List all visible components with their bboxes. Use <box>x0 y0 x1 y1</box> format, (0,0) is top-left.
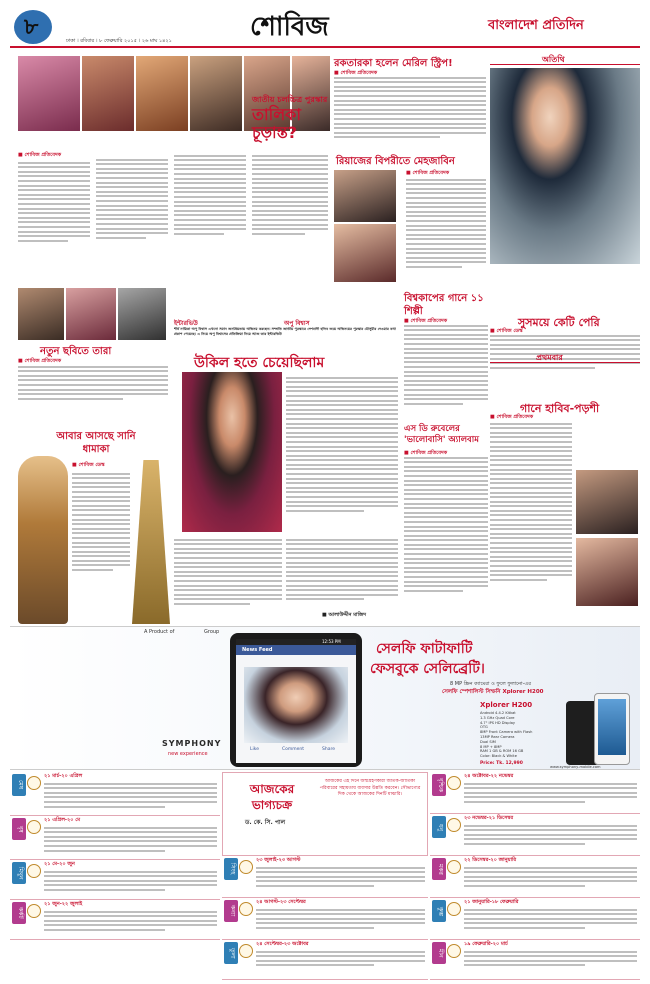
meryl-headline: রকতারকা হলেন মেরিল স্ট্রিপ! <box>334 58 453 69</box>
sign-dates: ২১ এপ্রিল-২০ মে <box>44 817 81 823</box>
awards-kicker: জাতীয় চলচ্চিত্র পুরস্কার <box>252 95 328 104</box>
guest-headline: সুসময়ে কেটি পেরি <box>518 316 600 329</box>
sign-dates: ২১ জানুয়ারি-১৮ ফেব্রুয়ারি <box>464 899 519 905</box>
photo-katy-perry <box>490 68 640 264</box>
ad-spec-item: 13MP Rear Camera <box>480 734 515 739</box>
awards-body <box>18 152 330 302</box>
first-time-headline: গানে হাবিব-পড়শী <box>520 402 600 415</box>
ad-spec-item: 8MP Front Camera with Flash <box>480 730 533 735</box>
libra-icon <box>239 944 253 958</box>
horoscope-section <box>10 772 640 980</box>
photo-riaz <box>334 170 396 222</box>
riaz-body <box>334 170 486 282</box>
interview-section <box>174 318 400 622</box>
horoscope-cancer <box>10 900 220 940</box>
ad-website[interactable]: www.symphony-mobile.com <box>550 765 601 769</box>
ad-spec-item: 8 MP + 8MP <box>480 744 502 749</box>
first-time-tag: প্রথমবার <box>536 353 563 362</box>
sign-dates: ২৩ নভেম্বর-২১ ডিসেম্বর <box>464 815 514 821</box>
sign-dates: ২৩ জুলাই-২৩ আগস্ট <box>256 857 301 863</box>
first-time-section <box>490 352 640 624</box>
valentine-text <box>404 454 488 622</box>
sign-label: মীন <box>432 942 446 964</box>
sign-dates: ২৪ সেপ্টেম্বর-২৩ অক্টোবর <box>256 941 309 947</box>
horoscope-sagittarius <box>430 814 640 856</box>
issue-date: ঢাকা । রবিবার । ৮ ফেব্রুয়ারি ২০১৫ । ২৬ মাঘ ১৪২১ <box>66 38 172 44</box>
cancer-icon <box>27 904 41 918</box>
section-title: শোবিজ <box>250 12 329 42</box>
masthead <box>0 0 650 52</box>
horoscope-libra <box>222 940 428 980</box>
guest-byline: ■ শোবিজ ডেস্ক <box>490 328 523 334</box>
sunny-text <box>72 470 130 620</box>
horoscope-author: ড. কে. সি. পাল <box>245 819 286 826</box>
guest-rule <box>490 64 640 65</box>
sagittarius-icon <box>447 818 461 832</box>
sign-label: বৃশ্চিক <box>432 774 446 796</box>
interview-credit: ■ আলাউদ্দীন মাজিদ <box>322 612 366 618</box>
page-number: ৮ <box>24 15 39 40</box>
ad-spec-item: Dual SIM <box>480 739 496 744</box>
ad-spec-item: RAM 1 GB & ROM 16 GB <box>480 749 524 754</box>
photo-apu-biswas <box>182 372 282 532</box>
horoscope-pisces <box>430 940 640 980</box>
sign-label: ধনু <box>432 816 446 838</box>
sign-label: মকর <box>432 858 446 880</box>
photo-actor-new <box>118 288 166 340</box>
sign-text <box>256 906 425 937</box>
ad-brand-tag: new experience <box>168 751 208 757</box>
photo-actress-1 <box>18 56 80 131</box>
ad-headline-1: সেলফি ফাটাফাটি <box>376 641 473 657</box>
sign-label: সিংহ <box>224 858 238 880</box>
horoscope-gemini <box>10 860 220 900</box>
horoscope-aries <box>10 772 220 816</box>
capricorn-icon <box>447 860 461 874</box>
virgo-icon <box>239 902 253 916</box>
sign-dates: ২৪ অক্টোবর-২২ নভেম্বর <box>464 773 514 779</box>
sign-text <box>44 824 217 857</box>
photo-mehjabin <box>334 224 396 282</box>
riaz-headline: রিয়াজের বিপরীতে মেহজাবিন <box>336 156 455 167</box>
ad-share-button[interactable]: Share <box>322 747 335 752</box>
meryl-body <box>334 70 486 148</box>
sign-text <box>464 780 637 811</box>
ad-like-button[interactable]: Like <box>250 747 259 752</box>
world-cup-text <box>404 322 488 418</box>
photo-habib <box>576 470 638 534</box>
photo-sunny-gown <box>132 460 170 624</box>
valentine-body <box>404 450 488 622</box>
horoscope-taurus <box>10 816 220 860</box>
interview-intro: শীর্ষ নায়িকা অপু বিশ্বাস এখনো সমান জনপ্রিয়তায় অভিনয় করছেন। সম্প্রতি জাতীয় পুরস্কারে দেশবাসী হলিব জয়ে অভিনয়ের পুরস্কার মৌসুমীর দেওয়ার কথা প্রকাশ পেয়েছে। এ নিয়ে অপু বিশ্বাসের প্রতিক্রিয়া নিয়ে আজ তার ইন্টারভিউ <box>174 327 396 337</box>
sign-text <box>464 948 637 977</box>
ad-spec-list <box>480 711 550 763</box>
ad-sub-2: সেলফি স্পেশালিস্ট সিম্ফনি Xplorer H200 <box>442 689 544 695</box>
ad-sub-1: 8 MP স্ক্রিন ক্যামেরা ও ফুলে ফুলানো-এর <box>450 681 531 687</box>
horoscope-leo <box>222 856 428 898</box>
interview-subtag: অপু বিশ্বাস <box>284 320 310 327</box>
sign-text <box>44 780 217 813</box>
sign-label: কর্কট <box>12 902 26 924</box>
sign-label: কুম্ভ <box>432 900 446 922</box>
sign-dates: ২১ মে-২০ জুন <box>44 861 75 867</box>
sunny-headline: আবার আসছে সানি ধামাকা <box>56 431 136 455</box>
meryl-text <box>334 74 486 146</box>
sign-text <box>44 868 217 897</box>
pisces-icon <box>447 944 461 958</box>
photo-porshi <box>576 538 638 606</box>
sign-label: মিথুন <box>12 862 26 884</box>
aries-icon <box>27 776 41 790</box>
ad-spec-item: 1.3 GHz Quad Core <box>480 715 515 720</box>
sign-text <box>464 864 637 895</box>
awards-text-col-1 <box>18 159 90 299</box>
masthead-rule <box>10 46 640 48</box>
awards-text-col-3 <box>174 152 246 292</box>
ad-group: Group <box>204 629 220 635</box>
interview-text-col-3 <box>286 536 398 610</box>
new-films-body <box>18 358 168 424</box>
ad-status-time: 12:53 PM <box>322 639 341 644</box>
sign-dates: ১৯ ফেব্রুয়ারি-২০ মার্চ <box>464 941 508 947</box>
new-films-photos <box>18 288 168 340</box>
new-films-headline: নতুন ছবিতে তারা <box>40 346 112 357</box>
sign-text <box>256 948 425 977</box>
ad-spec-item: Android 4.4.2 Kitkat <box>480 711 516 715</box>
photo-director <box>18 288 64 340</box>
awards-byline: ■ শোবিজ প্রতিবেদক <box>18 152 62 158</box>
horoscope-intro: আজকের এই দিনে জন্মগ্রহণকারী জাতক-জাতিকা পরিবারের সহায়তায় ব্যবসার উন্নতি করবেন। সৌভাগ্যের দিক থেকে আজকের দিনটি মাঝারি। <box>319 779 421 798</box>
symphony-ad[interactable] <box>10 626 640 770</box>
sunny-story <box>18 428 170 624</box>
riaz-text <box>406 176 486 280</box>
sign-text <box>464 822 637 853</box>
new-films-byline: ■ শোবিজ প্রতিবেদক <box>18 358 62 364</box>
new-films-text <box>18 363 168 423</box>
meryl-byline: ■ শোবিজ প্রতিবেদক <box>334 70 378 76</box>
ad-news-feed-label: News Feed <box>242 647 273 653</box>
sign-dates: ২২ ডিসেম্বর-২০ জানুয়ারি <box>464 857 517 863</box>
ad-selfie-photo <box>244 667 348 743</box>
scorpio-icon <box>447 776 461 790</box>
sunny-byline: ■ শোবিজ ডেস্ক <box>72 462 105 468</box>
photo-actress-2 <box>82 56 134 131</box>
horoscope-scorpio <box>430 772 640 814</box>
guest-section <box>490 52 640 352</box>
ad-price: Price: Tk. 12,990 <box>480 761 523 766</box>
world-cup-headline: বিশ্বকাপের গানে ১১ শিল্পী <box>404 293 484 317</box>
sign-label: কন্যা <box>224 900 238 922</box>
awards-headline: তালিকা চূড়ান্ত? <box>252 105 301 142</box>
photo-sunny-leone <box>18 456 68 624</box>
sign-text <box>256 864 425 895</box>
first-time-byline: ■ শোবিজ প্রতিবেদক <box>490 414 534 420</box>
world-cup-body <box>404 318 488 418</box>
ad-model-name: Xplorer H200 <box>480 701 533 709</box>
ad-spec-item: OTG <box>480 725 488 730</box>
sign-text <box>464 906 637 937</box>
horoscope-aquarius <box>430 898 640 940</box>
ad-headline-2: ফেসবুকে সেলিব্রেটি। <box>370 661 485 677</box>
photo-actress-3 <box>136 56 188 131</box>
sign-text <box>44 908 217 937</box>
taurus-icon <box>27 820 41 834</box>
sign-dates: ২৪ আগস্ট-২৩ সেপ্টেম্বর <box>256 899 306 905</box>
awards-text-col-2 <box>96 156 168 296</box>
photo-actress-new <box>66 288 116 340</box>
ad-spec-item: Color: Black & White <box>480 754 517 759</box>
sign-label: বৃষ <box>12 818 26 840</box>
interview-text-col-1 <box>286 374 398 534</box>
horoscope-capricorn <box>430 856 640 898</box>
horoscope-virgo <box>222 898 428 940</box>
valentine-byline: ■ শোবিজ প্রতিবেদক <box>404 450 448 456</box>
interview-tag: ইন্টারভিউ <box>174 320 198 327</box>
riaz-byline: ■ শোবিজ প্রতিবেদক <box>406 170 450 176</box>
sign-dates: ২১ জুন-২২ জুলাই <box>44 901 83 907</box>
ad-spec-item: 4.7" IPS HD Display <box>480 720 516 725</box>
sign-dates: ২১ মার্চ-২০ এপ্রিল <box>44 773 83 779</box>
interview-text-col-2 <box>174 536 282 616</box>
awards-text-col-4 <box>252 152 328 292</box>
first-time-rule <box>490 362 640 363</box>
sign-label: মেষ <box>12 774 26 796</box>
sign-label: তুলা <box>224 942 238 964</box>
aquarius-icon <box>447 902 461 916</box>
leo-icon <box>239 860 253 874</box>
valentine-headline: এস ডি রুবেলের 'ভালোবাসি' অ্যালবাম <box>404 424 479 445</box>
horoscope-title: আজকের ভাগ্যচক্র <box>249 782 295 812</box>
ad-brand: SYMPHONY <box>162 739 222 748</box>
ad-handset-screen <box>598 699 626 755</box>
first-time-text <box>490 420 572 620</box>
horoscope-title-block <box>222 772 428 856</box>
guest-tag: অতিথি <box>542 55 565 64</box>
paper-name: বাংলাদেশ প্রতিদিন <box>488 18 584 33</box>
ad-phone-screen <box>236 639 356 763</box>
photo-actress-4 <box>190 56 242 131</box>
world-cup-byline: ■ শোবিজ প্রতিবেদক <box>404 318 448 324</box>
gemini-icon <box>27 864 41 878</box>
ad-comment-button[interactable]: Comment <box>282 747 305 752</box>
interview-headline: উকিল হতে চেয়েছিলাম <box>194 355 325 371</box>
ad-product-of: A Product of <box>144 629 175 635</box>
